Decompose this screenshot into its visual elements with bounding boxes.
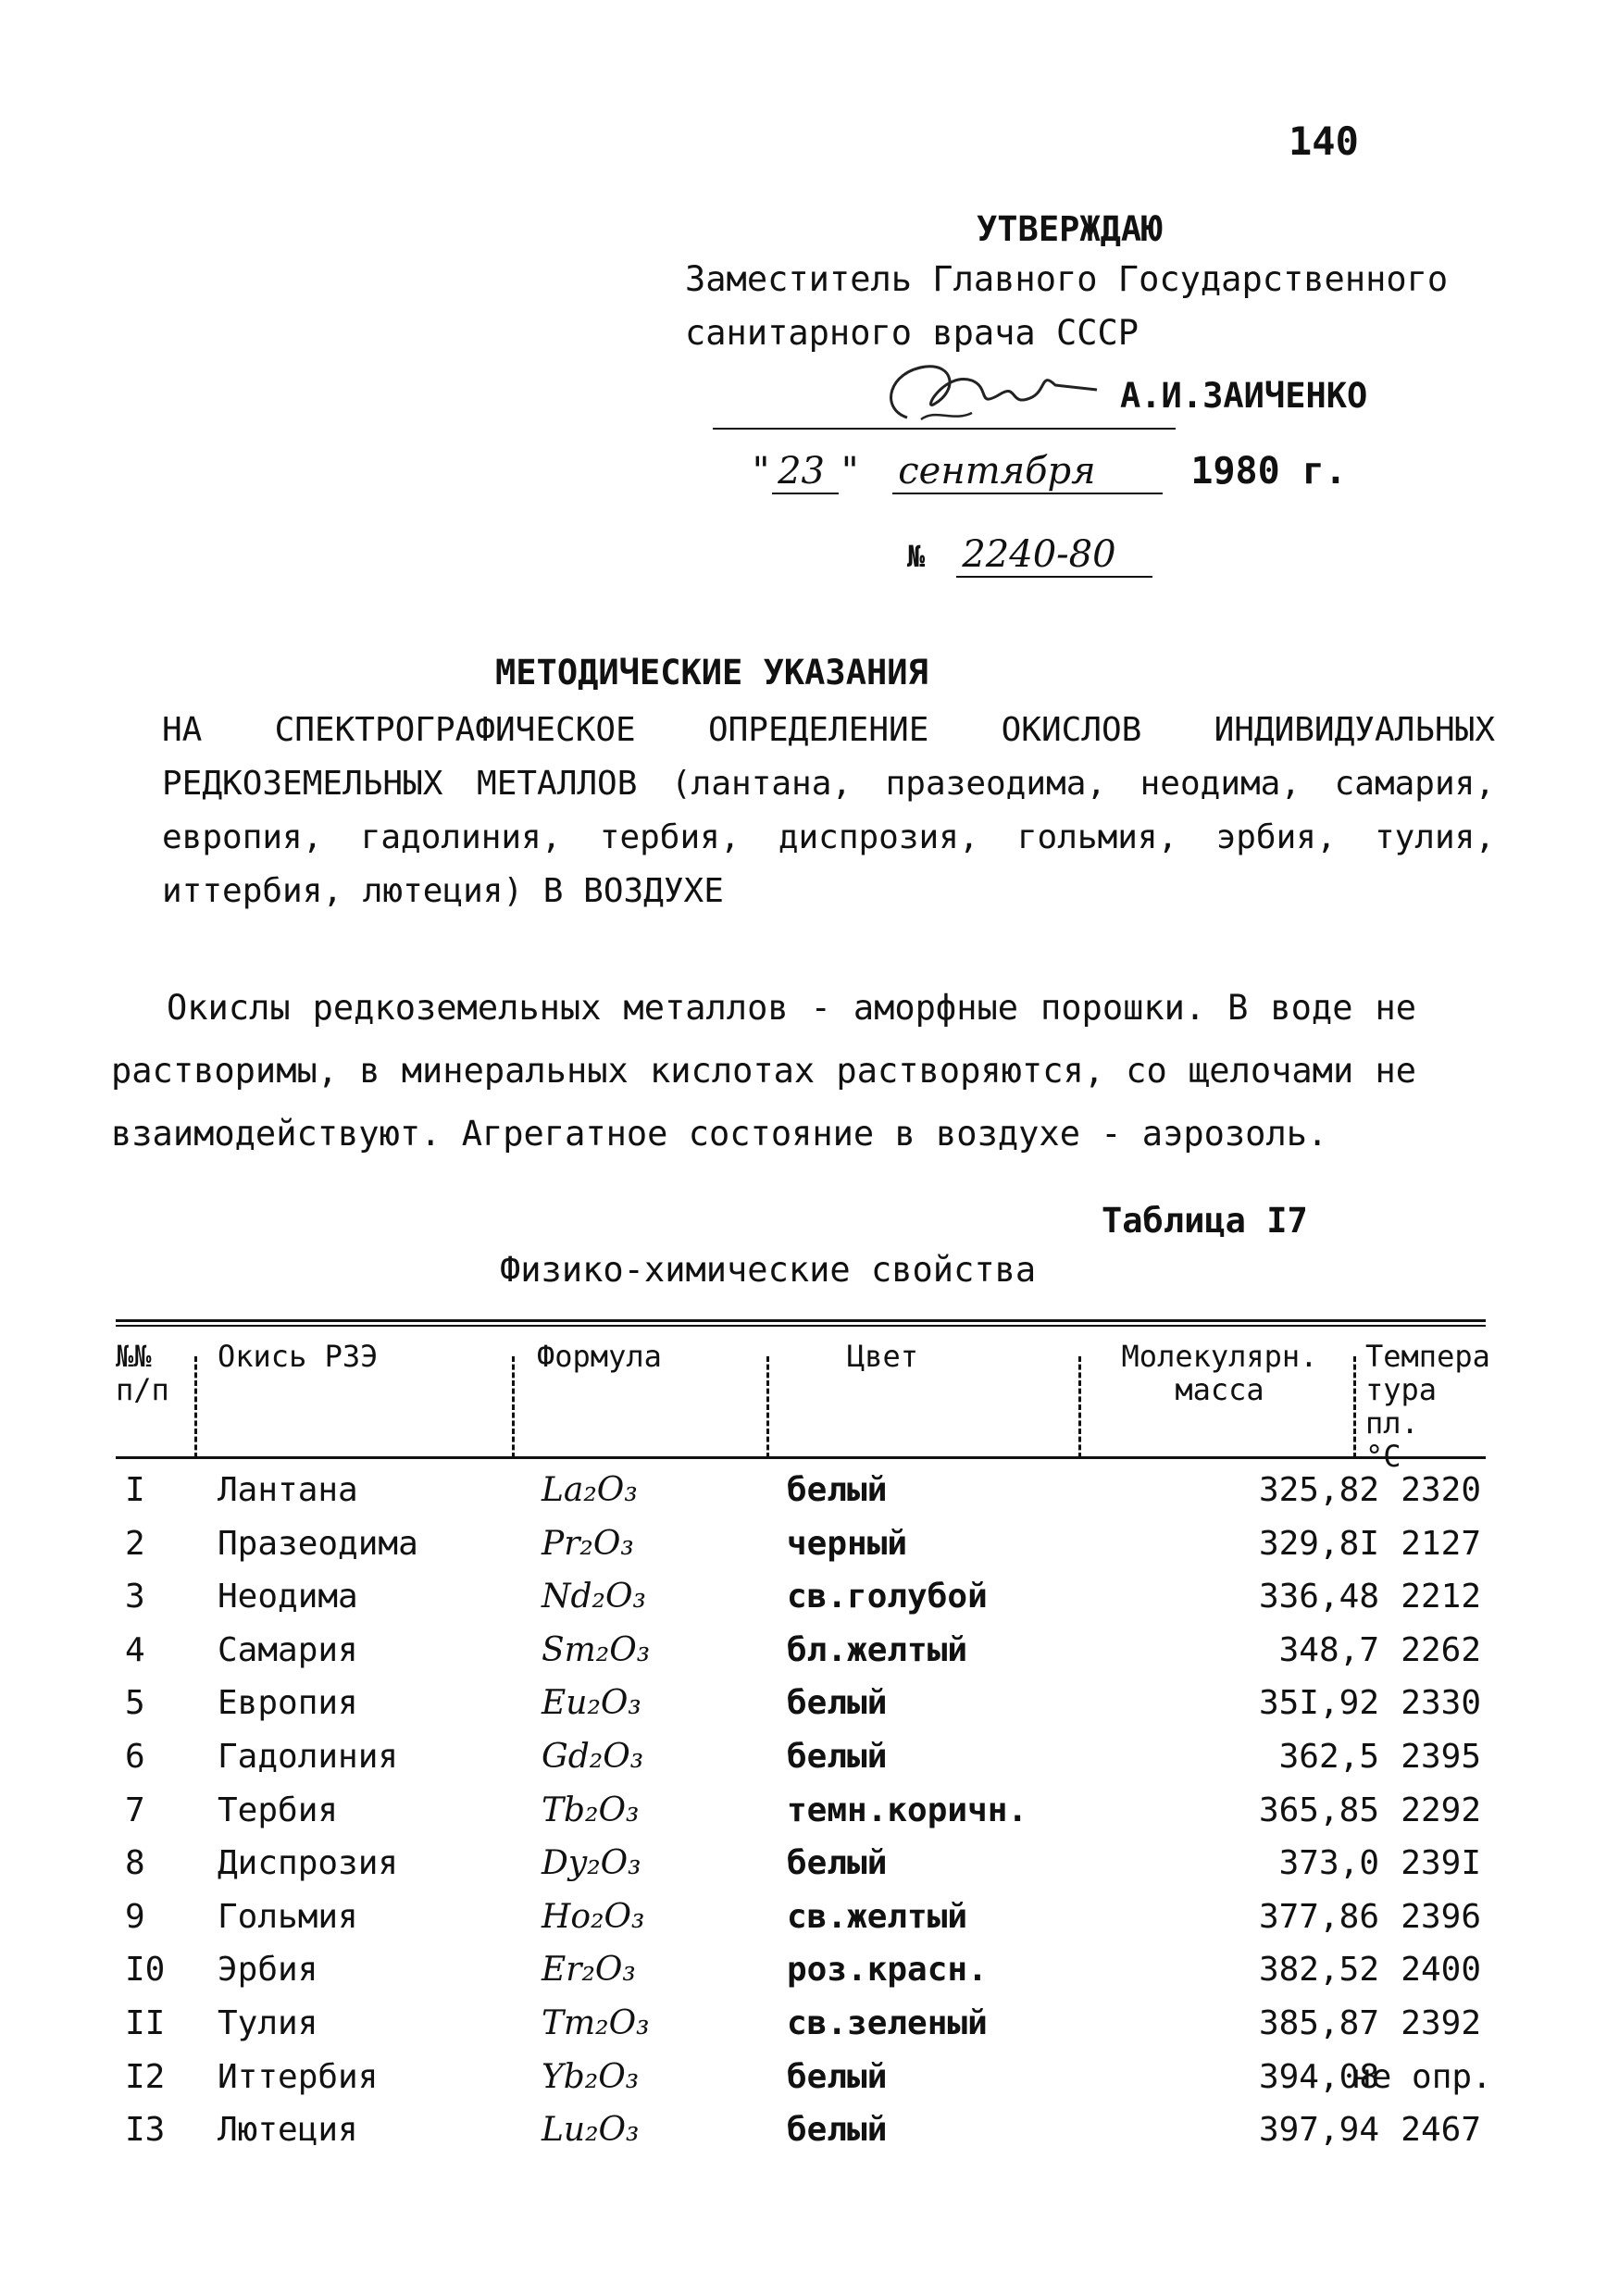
table-row [116,1997,1486,2051]
cell-num: 6 [125,1737,145,1776]
header-mass: Молекулярн. масса [1121,1339,1318,1407]
table-row [116,1624,1486,1678]
cell-molecular-mass: 365,85 [1258,1791,1379,1829]
header-name: Окись РЗЭ [218,1339,379,1374]
table-top-rule [116,1319,1486,1322]
cell-oxide: Неодима [218,1578,358,1616]
cell-oxide: Гольмия [218,1897,358,1936]
cell-color: белый [787,1471,888,1509]
cell-molecular-mass: 382,52 [1258,1951,1379,1990]
cell-formula: Tb₂O₃ [542,1791,640,1829]
header-num: №№ п/п [116,1339,169,1407]
cell-formula: Yb₂O₃ [542,2057,640,2096]
cell-oxide: Лютеция [218,2111,358,2150]
cell-color: черный [787,1524,908,1563]
cell-molecular-mass: 397,94 [1258,2111,1379,2150]
cell-melting-point: 2395 [1401,1737,1481,1776]
table-row [116,1837,1486,1890]
cell-formula: Ho₂O₃ [542,1897,645,1936]
cell-color: белый [787,1684,888,1723]
cell-melting-point: 239I [1401,1844,1481,1883]
cell-num: 5 [125,1684,145,1723]
document-title: МЕТОДИЧЕСКИЕ УКАЗАНИЯ [495,653,928,693]
cell-color: белый [787,2111,888,2150]
document-number-value: 2240-80 [956,533,1152,578]
cell-oxide: Гадолиния [218,1737,399,1776]
cell-num: I3 [125,2111,166,2150]
cell-formula: Dy₂O₃ [542,1844,641,1883]
column-separator [1353,1356,1356,1458]
cell-formula: La₂O₃ [542,1471,638,1509]
cell-melting-point: 2396 [1401,1897,1481,1936]
handwritten-signature [870,353,1102,436]
date-year: 1980 г. [1190,450,1347,493]
cell-molecular-mass: 348,7 [1278,1630,1379,1669]
cell-molecular-mass: 35I,92 [1258,1684,1379,1723]
cell-molecular-mass: 377,86 [1258,1897,1379,1936]
document-number [907,533,1152,578]
cell-formula: Nd₂O₃ [542,1578,646,1616]
cell-color: бл.желтый [787,1630,968,1669]
cell-num: I [125,1471,145,1509]
table-header-rule [116,1456,1486,1459]
cell-melting-point: 2212 [1401,1578,1481,1616]
cell-color: св.зеленый [787,2003,988,2042]
cell-melting-point: 2262 [1401,1630,1481,1669]
column-separator [512,1356,515,1458]
cell-oxide: Эрбия [218,1951,318,1990]
column-separator [766,1356,769,1458]
cell-color: св.голубой [787,1578,988,1616]
cell-formula: Lu₂O₃ [542,2111,640,2150]
approval-position-line: Заместитель Главного Государственного [685,259,1449,299]
cell-num: 7 [125,1791,145,1829]
cell-melting-point: 2330 [1401,1684,1481,1723]
cell-oxide: Празеодима [218,1524,418,1563]
approval-date: " 23 " сентября 1980 г. [750,450,1347,493]
cell-molecular-mass: 325,82 [1258,1471,1379,1509]
cell-oxide: Европия [218,1684,358,1723]
cell-formula: Pr₂O₃ [542,1524,634,1563]
signature-line [713,428,1176,430]
cell-color: св.желтый [787,1897,968,1936]
cell-molecular-mass: 362,5 [1278,1737,1379,1776]
cell-melting-point: 2467 [1401,2111,1481,2150]
cell-num: 2 [125,1524,145,1563]
cell-formula: Eu₂O₃ [542,1684,641,1723]
cell-num: 3 [125,1578,145,1616]
cell-melting-point: 2127 [1401,1524,1481,1563]
table-row [116,1730,1486,1784]
cell-molecular-mass: 329,8I [1258,1524,1379,1563]
cell-color: белый [787,2057,888,2096]
table-row [116,1943,1486,1997]
approval-title: УТВЕРЖДАЮ [977,209,1163,249]
cell-molecular-mass: 373,0 [1278,1844,1379,1883]
approval-position-line-2: санитарного врача СССР [685,313,1140,353]
cell-oxide: Тулия [218,2003,318,2042]
date-month: сентября [892,450,1163,494]
table-row [116,1677,1486,1730]
body-paragraph: Окислы редкоземельных металлов - аморфные порошки. В воде не растворимы, в минеральных кислотах растворяются, со щелочами не взаимодействуют. Агрегатное состояние в воздухе - аэрозоль. [111,988,1416,1154]
header-formula: Формула [537,1339,662,1374]
cell-melting-point: 2292 [1401,1791,1481,1829]
header-temp: Темпера тура пл. °С [1365,1339,1490,1474]
cell-num: 4 [125,1630,145,1669]
table-row [116,1784,1486,1838]
cell-melting-point: 2320 [1401,1471,1481,1509]
table-row [116,1570,1486,1624]
date-day: 23 [772,450,839,494]
cell-formula: Tm₂O₃ [542,2003,650,2042]
cell-color: белый [787,1737,888,1776]
cell-num: II [125,2003,166,2042]
cell-melting-point: не опр. [1351,2057,1492,2096]
cell-oxide: Лантана [218,1471,358,1509]
table-row [116,1464,1486,1517]
cell-num: I2 [125,2057,166,2096]
table-row [116,2103,1486,2157]
cell-molecular-mass: 336,48 [1258,1578,1379,1616]
column-separator [1078,1356,1081,1458]
cell-oxide: Диспрозия [218,1844,399,1883]
cell-num: I0 [125,1951,166,1990]
cell-color: темн.коричн. [787,1791,1028,1829]
cell-formula: Er₂O₃ [542,1951,636,1990]
table-row [116,1890,1486,1944]
cell-color: белый [787,1844,888,1883]
page-number: 140 [1289,119,1359,164]
table-top-rule-2 [116,1325,1486,1327]
header-color: Цвет [847,1339,919,1374]
table-title: Физико-химические свойства [500,1250,1037,1290]
table-label: Таблица I7 [1102,1201,1308,1241]
table-row [116,1517,1486,1571]
signer-name: А.И.ЗАИЧЕНКО [1120,376,1368,416]
cell-num: 9 [125,1897,145,1936]
cell-oxide: Самария [218,1630,358,1669]
table-header [116,1339,1490,1474]
cell-formula: Sm₂O₃ [542,1630,651,1669]
table-row [116,2051,1492,2104]
document-subtitle: НА СПЕКТРОГРАФИЧЕСКОЕ ОПРЕДЕЛЕНИЕ ОКИСЛОВ ИНДИВИДУАЛЬНЫХ РЕДКОЗЕМЕЛЬНЫХ МЕТАЛЛОВ (лантана, празеодима, неодима, самария, европия, гадолиния, тербия, диспрозия, гольмия, эрбия, тулия, иттербия, лютеция) В ВОЗДУХЕ [162,711,1495,910]
cell-formula: Gd₂O₃ [542,1737,644,1776]
table-body [116,1464,1492,2157]
cell-num: 8 [125,1844,145,1883]
cell-molecular-mass: 385,87 [1258,2003,1379,2042]
cell-molecular-mass: 394,08 [1258,2057,1379,2096]
cell-melting-point: 2392 [1401,2003,1481,2042]
cell-oxide: Иттербия [218,2057,379,2096]
cell-oxide: Тербия [218,1791,339,1829]
cell-melting-point: 2400 [1401,1951,1481,1990]
cell-color: роз.красн. [787,1951,988,1990]
number-sign: № [907,539,926,574]
column-separator [194,1356,197,1458]
